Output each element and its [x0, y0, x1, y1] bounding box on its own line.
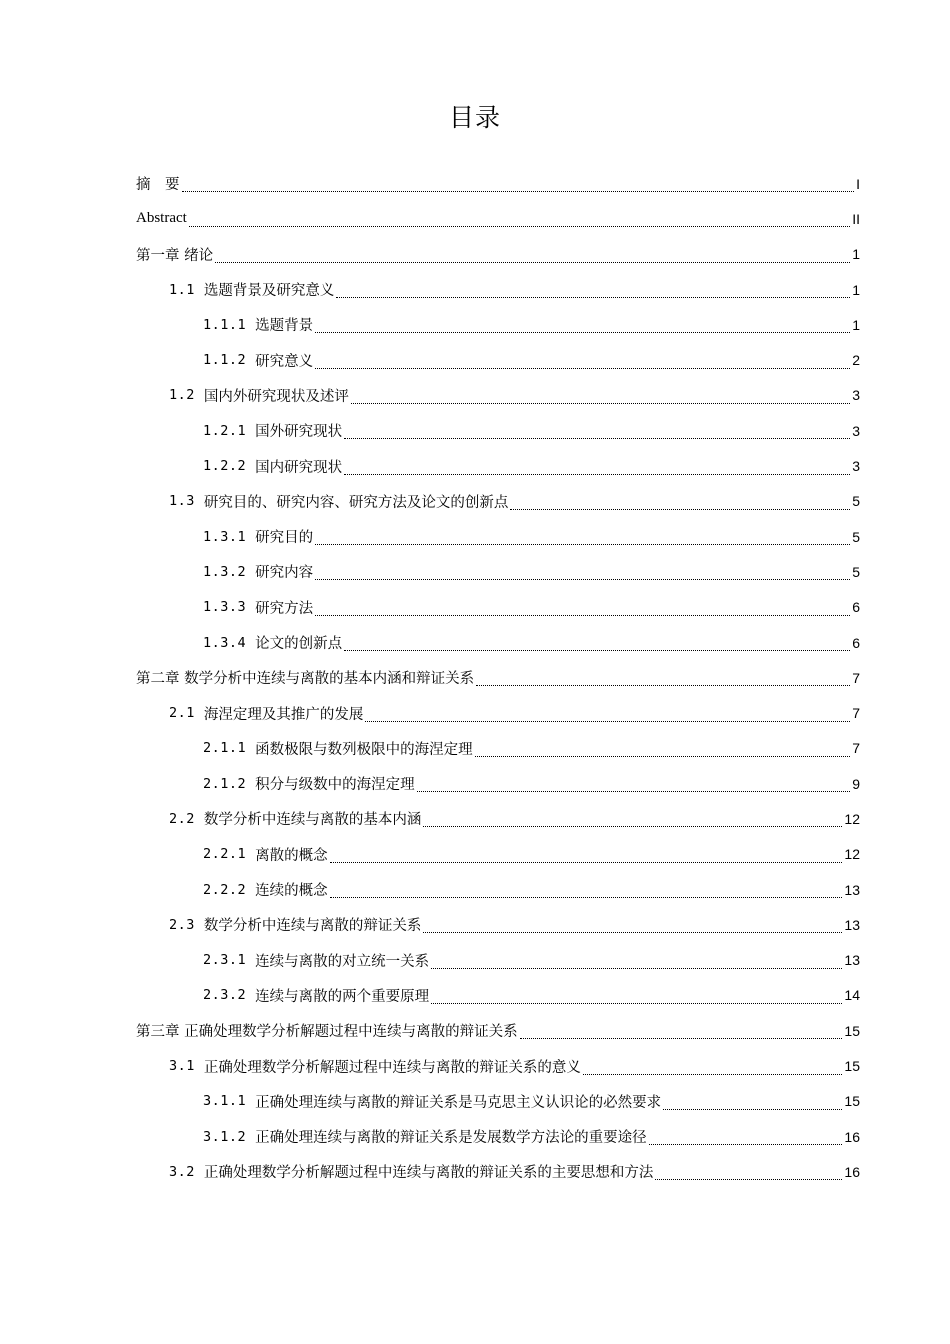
toc-entry-number: 1.3.4	[203, 634, 247, 651]
toc-title: 目录	[448, 103, 501, 132]
toc-entry[interactable]	[136, 519, 860, 554]
toc-entry[interactable]	[136, 766, 860, 801]
table-of-contents	[136, 166, 860, 1190]
toc-entry-page: 3	[852, 387, 860, 404]
toc-entry[interactable]	[136, 872, 860, 907]
toc-entry[interactable]	[136, 484, 860, 519]
toc-entry[interactable]	[136, 272, 860, 307]
dot-leader	[476, 671, 850, 686]
toc-entry-page: 15	[844, 1022, 860, 1039]
toc-entry-number: 2.3.1	[203, 952, 247, 969]
toc-entry[interactable]	[136, 1154, 860, 1189]
toc-entry-number: 1.3.1	[203, 528, 247, 545]
toc-entry-title: 正确处理连续与离散的辩证关系是马克思主义认识论的必然要求	[255, 1094, 662, 1111]
toc-entry-title: 国内研究现状	[255, 459, 343, 476]
toc-entry-title: 积分与级数中的海涅定理	[255, 777, 415, 794]
toc-entry-page: 7	[852, 669, 860, 686]
toc-entry[interactable]	[136, 907, 860, 942]
toc-entry-number: 3.2	[169, 1163, 195, 1180]
dot-leader	[365, 707, 850, 722]
toc-entry-page: 3	[852, 458, 860, 475]
toc-entry-title: 国外研究现状	[255, 424, 343, 441]
toc-entry-page: 13	[844, 881, 860, 898]
toc-entry-page: 7	[852, 705, 860, 722]
toc-entry-page: 5	[852, 493, 860, 510]
dot-leader	[583, 1060, 843, 1075]
toc-entry-title: 数学分析中连续与离散的辩证关系	[203, 918, 422, 935]
toc-entry[interactable]	[136, 413, 860, 448]
toc-entry-number: 2.1	[169, 705, 195, 722]
toc-entry-number: 1.2	[169, 387, 195, 404]
toc-entry-page: 2	[852, 352, 860, 369]
dot-leader	[315, 565, 850, 580]
toc-entry-page: 13	[844, 952, 860, 969]
toc-entry-title: 第三章 正确处理数学分析解题过程中连续与离散的辩证关系	[136, 1024, 518, 1041]
toc-entry-number: 2.1.2	[203, 775, 247, 792]
dot-leader	[330, 848, 843, 863]
toc-entry-page: 15	[844, 1058, 860, 1075]
toc-entry-title: 研究方法	[255, 600, 314, 617]
dot-leader	[189, 212, 850, 227]
toc-entry-number: 1.2.1	[203, 422, 247, 439]
toc-entry[interactable]	[136, 342, 860, 377]
dot-leader	[520, 1024, 843, 1039]
toc-entry-title: 研究目的、研究内容、研究方法及论文的创新点	[203, 494, 509, 511]
toc-entry[interactable]	[136, 1119, 860, 1154]
toc-entry[interactable]	[136, 378, 860, 413]
toc-entry-title: 选题背景	[255, 318, 314, 335]
toc-entry-number: 2.2.2	[203, 881, 247, 898]
toc-entry-page: 1	[852, 316, 860, 333]
toc-entry-number: 1.1.1	[203, 316, 247, 333]
toc-entry-title: 研究目的	[255, 530, 314, 547]
toc-entry-page: 15	[844, 1093, 860, 1110]
toc-entry-number: 3.1	[169, 1058, 195, 1075]
toc-entry-number: 1.3.2	[203, 563, 247, 580]
dot-leader	[351, 389, 850, 404]
dot-leader	[663, 1095, 842, 1110]
toc-entry-page: 3	[852, 422, 860, 439]
toc-entry[interactable]	[136, 837, 860, 872]
toc-entry-title: 海涅定理及其推广的发展	[203, 706, 364, 723]
dot-leader	[431, 954, 842, 969]
toc-entry-title: 第二章 数学分析中连续与离散的基本内涵和辩证关系	[136, 671, 475, 688]
toc-entry-title: Abstract	[136, 210, 187, 227]
toc-entry-title: 国内外研究现状及述评	[203, 388, 349, 405]
dot-leader	[344, 460, 850, 475]
dot-leader	[423, 918, 842, 933]
toc-entry-page: 16	[844, 1128, 860, 1145]
dot-leader	[315, 354, 850, 369]
toc-entry-title: 研究内容	[255, 565, 314, 582]
toc-entry-number: 1.1.2	[203, 352, 247, 369]
dot-leader	[431, 989, 842, 1004]
toc-entry-title: 连续与离散的两个重要原理	[255, 988, 430, 1005]
toc-entry-number: 2.2.1	[203, 846, 247, 863]
toc-entry-title: 离散的概念	[255, 847, 328, 864]
toc-entry-title: 第一章 绪论	[136, 247, 214, 264]
toc-entry-page: 6	[852, 634, 860, 651]
toc-entry-page: 1	[852, 281, 860, 298]
toc-entry[interactable]	[136, 448, 860, 483]
toc-entry-title: 正确处理数学分析解题过程中连续与离散的辩证关系的主要思想和方法	[203, 1165, 654, 1182]
toc-entry-page: II	[852, 210, 860, 227]
dot-leader	[423, 812, 842, 827]
toc-entry[interactable]	[136, 1048, 860, 1083]
toc-entry[interactable]	[136, 660, 860, 695]
dot-leader	[330, 883, 843, 898]
dot-leader	[649, 1130, 843, 1145]
toc-entry-page: I	[856, 175, 860, 192]
toc-entry-page: 14	[844, 987, 860, 1004]
dot-leader	[215, 248, 850, 263]
toc-entry[interactable]	[136, 801, 860, 836]
toc-entry-page: 13	[844, 916, 860, 933]
toc-entry-number: 1.3	[169, 493, 195, 510]
dot-leader	[336, 283, 850, 298]
toc-entry-title: 论文的创新点	[255, 636, 343, 652]
toc-entry-number: 2.3.2	[203, 987, 247, 1004]
dot-leader	[315, 530, 850, 545]
dot-leader	[655, 1165, 842, 1180]
toc-entry[interactable]	[136, 237, 860, 272]
dot-leader	[344, 636, 850, 651]
toc-entry[interactable]	[136, 943, 860, 978]
toc-entry-page: 1	[852, 246, 860, 263]
toc-entry-page: 5	[852, 563, 860, 580]
toc-entry-title: 正确处理连续与离散的辩证关系是发展数学方法论的重要途径	[255, 1130, 647, 1147]
toc-entry-title: 选题背景及研究意义	[203, 283, 335, 300]
toc-entry-page: 6	[852, 599, 860, 616]
dot-leader	[315, 318, 850, 333]
toc-entry-page: 5	[852, 528, 860, 545]
dot-leader	[344, 424, 850, 439]
toc-entry-number: 2.3	[169, 916, 195, 933]
dot-leader	[475, 742, 851, 757]
toc-entry-title: 摘 要	[136, 177, 180, 194]
toc-entry-page: 9	[852, 775, 860, 792]
toc-entry-title: 连续的概念	[255, 883, 328, 900]
toc-entry-title: 研究意义	[255, 353, 314, 370]
toc-entry-number: 2.1.1	[203, 740, 247, 757]
dot-leader	[182, 177, 855, 192]
toc-entry-number: 1.3.3	[203, 599, 247, 616]
dot-leader	[510, 495, 850, 510]
dot-leader	[417, 777, 851, 792]
toc-entry[interactable]	[136, 731, 860, 766]
toc-entry[interactable]	[136, 307, 860, 342]
toc-entry-number: 3.1.2	[203, 1128, 247, 1145]
toc-entry-number: 2.2	[169, 810, 195, 827]
toc-entry-page: 7	[852, 740, 860, 757]
toc-entry-title: 数学分析中连续与离散的基本内涵	[203, 812, 422, 829]
toc-entry[interactable]	[136, 590, 860, 625]
toc-entry[interactable]	[136, 695, 860, 730]
toc-entry[interactable]	[136, 978, 860, 1013]
toc-entry-title: 正确处理数学分析解题过程中连续与离散的辩证关系的意义	[203, 1059, 581, 1076]
toc-entry[interactable]	[136, 1013, 860, 1048]
toc-entry-page: 16	[844, 1163, 860, 1180]
toc-entry[interactable]	[136, 1084, 860, 1119]
toc-entry-number: 1.1	[169, 281, 195, 298]
toc-entry-number: 3.1.1	[203, 1093, 247, 1110]
toc-entry-number: 1.2.2	[203, 458, 247, 475]
toc-entry[interactable]	[136, 554, 860, 589]
dot-leader	[315, 601, 850, 616]
toc-entry-title: 函数极限与数列极限中的海涅定理	[255, 741, 473, 758]
toc-entry-page: 12	[844, 846, 860, 863]
toc-entry[interactable]	[136, 201, 860, 236]
toc-entry-title: 连续与离散的对立统一关系	[255, 953, 430, 970]
toc-entry-page: 12	[844, 810, 860, 827]
toc-entry[interactable]	[136, 625, 860, 660]
toc-entry[interactable]	[136, 166, 860, 201]
